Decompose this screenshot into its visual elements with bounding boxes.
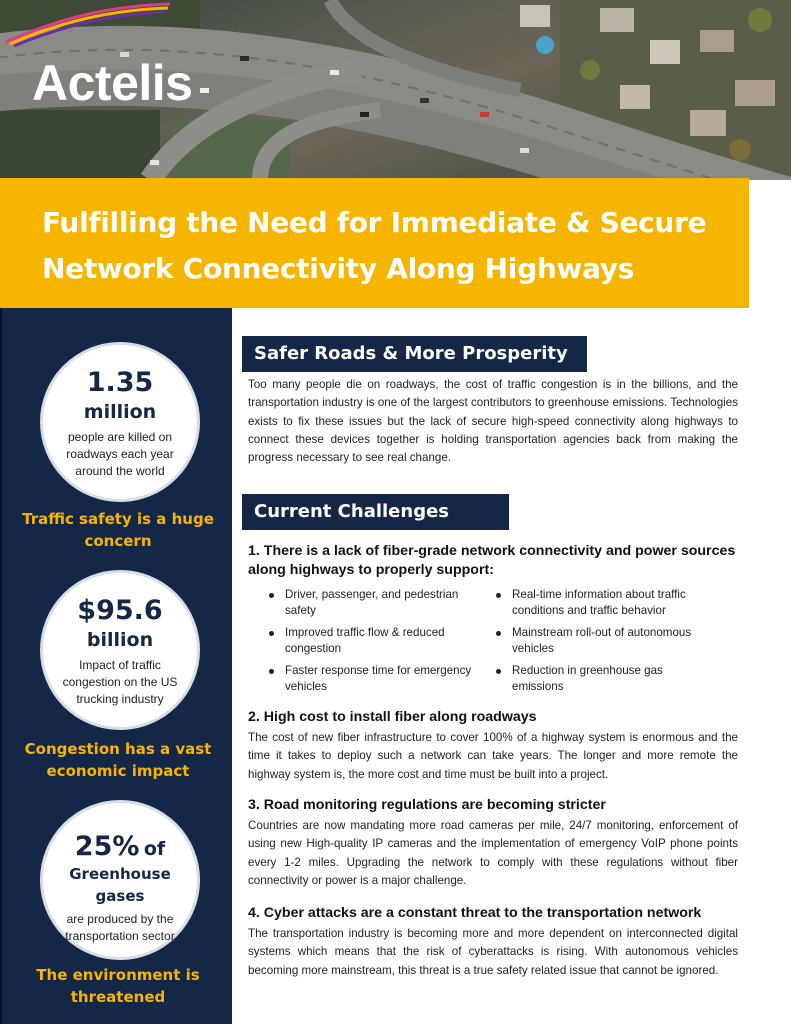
logo-swoosh-icon <box>0 0 200 50</box>
list-item: Reduction in greenhouse gas emissions <box>493 663 713 695</box>
stat-value: 25% <box>74 831 140 862</box>
stat-caption-safety: Traffic safety is a huge concern <box>22 510 214 550</box>
stat-unit: Greenhouse gases <box>69 865 171 905</box>
challenge-2-body: The cost of new fiber infrastructure to cover 100% of a highway system is enormous and the time it takes to deploy such a network can take years. The longer and more remote the highway system is, the more cost and time must be built into a project. <box>248 731 738 781</box>
section-heading-challenges: Current Challenges <box>242 494 509 530</box>
stat-circle-greenhouse <box>40 800 200 960</box>
list-item: Driver, passenger, and pedestrian safety <box>266 587 486 619</box>
stat-value: $95.6 <box>77 595 163 626</box>
challenge-2-title: 2. High cost to install fiber along roadways <box>248 709 537 725</box>
list-item: Faster response time for emergency vehicles <box>266 663 486 695</box>
challenge-1-bullets <box>266 587 736 697</box>
challenge-1-title: 1. There is a lack of fiber-grade network connectivity and power sources along highways to properly support: <box>248 543 736 578</box>
challenge-4-title: 4. Cyber attacks are a constant threat to the transportation network <box>248 905 702 921</box>
bullet-list-left <box>266 587 486 701</box>
challenge-4-body: The transportation industry is becoming more and more dependent on interconnected digital systems which means that the risk of cyberattacks is rising. With autonomous vehicles becoming more mainstream, this threat is a true safety related issue that cannot be ignored. <box>248 927 738 977</box>
stat-description: are produced by the transportation sector <box>65 912 175 943</box>
title-banner <box>0 178 749 308</box>
challenge-3-body: Countries are now mandating more road cameras per mile, 24/7 monitoring, enforcement of using new High-quality IP cameras and the implementation of emergency VoIP phone points every 1-2 miles. Upgrading the network to comply with these regulations without fiber connectivity or power is a major challenge. <box>248 819 738 887</box>
stat-value-suffix: of <box>143 838 166 860</box>
list-item: Real-time information about traffic conditions and traffic behavior <box>493 587 713 619</box>
bullet-list-right <box>493 587 713 701</box>
stat-description: people are killed on roadways each year around the world <box>66 430 174 478</box>
stat-value: 1.35 <box>86 367 154 398</box>
list-item: Mainstream roll-out of autonomous vehicles <box>493 625 713 657</box>
hero-image <box>0 0 791 180</box>
page-title <box>42 200 749 292</box>
challenge-3-title: 3. Road monitoring regulations are becoming stricter <box>248 797 606 813</box>
brand-logo: Actelis <box>32 55 193 111</box>
stat-circle-congestion <box>40 570 200 730</box>
stat-circle-fatalities <box>40 342 200 502</box>
stat-unit: million <box>83 401 157 423</box>
stat-description: Impact of traffic congestion on the US trucking industry <box>62 658 178 706</box>
stat-unit: billion <box>86 629 154 651</box>
stat-caption-congestion: Congestion has a vast economic impact <box>24 740 212 780</box>
page-title-line-2: Network Connectivity Along Highways <box>42 252 635 285</box>
section-body-safer-roads: Too many people die on roadways, the cost of traffic congestion is in the billions, and the transportation industry is one of the largest contributors to greenhouse emissions. Technologies exists to fix these issues but the lack of secure high-speed connectivity along highways to connect these devices together is holding transportation agencies back from making the progress necessary to see real change. <box>248 378 738 465</box>
stats-sidebar <box>0 308 232 1024</box>
list-item: Improved traffic flow & reduced congestion <box>266 625 486 657</box>
page-title-line-1: Fulfilling the Need for Immediate & Secure <box>42 206 707 239</box>
section-heading-safer-roads: Safer Roads & More Prosperity <box>242 336 587 372</box>
stat-caption-environment: The environment is threatened <box>36 966 200 1006</box>
stat-value-row <box>43 831 197 863</box>
